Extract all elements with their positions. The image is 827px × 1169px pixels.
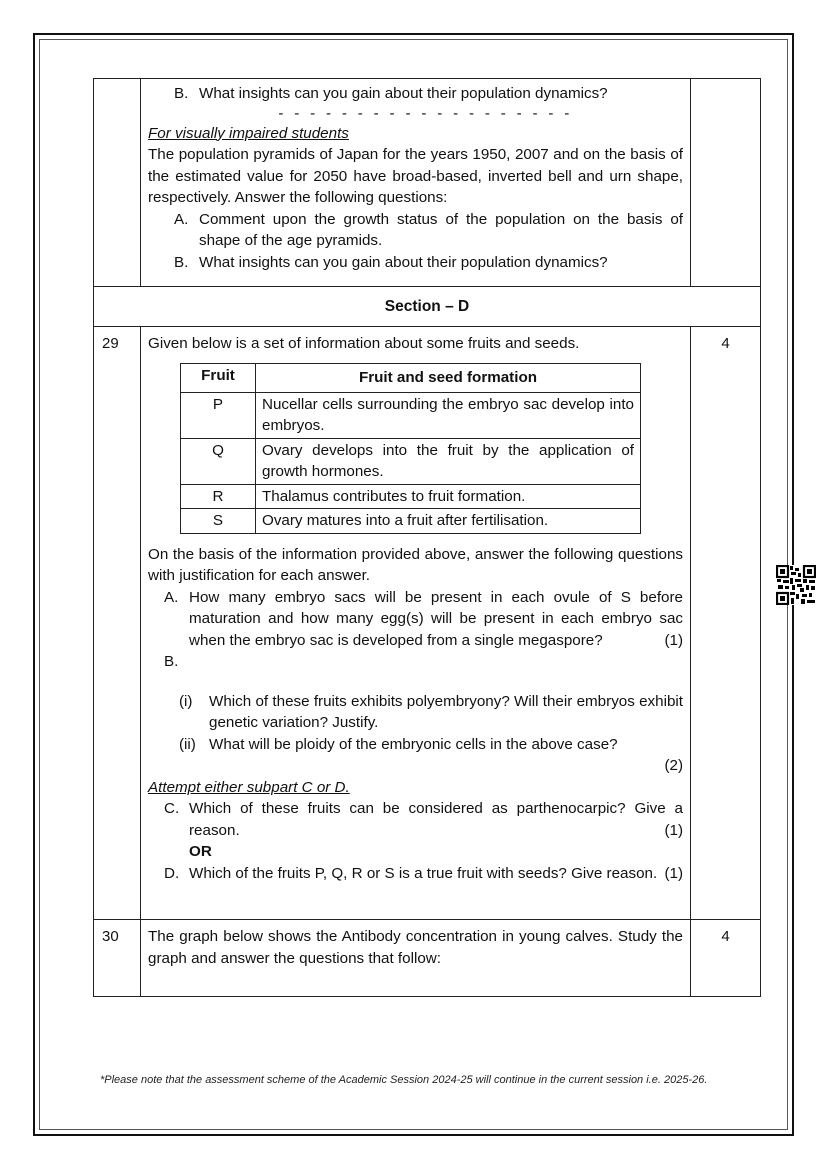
item-text: Comment upon the growth status of the population on the basis of shape of the age pyramids. [199, 210, 683, 249]
question-marks: 4 [691, 920, 761, 997]
or-label: OR [189, 843, 212, 860]
question-29-intro: Given below is a set of information about some fruits and seeds. [148, 335, 580, 352]
item-label: B. [174, 85, 189, 102]
part-label: D. [164, 864, 180, 882]
fruit-label: Q [181, 438, 256, 484]
header-formation: Fruit and seed formation [256, 363, 641, 392]
visually-impaired-paragraph: The population pyramids of Japan for the years 1950, 2007 and on the basis of the estimated value for 2050 have broad-based, inverted bell and urn shape, respectively. Answer the following questions: [148, 146, 683, 206]
part-b-marks: (2) [664, 757, 683, 774]
part-label: A. [164, 588, 179, 606]
question-marks: 4 [691, 327, 761, 920]
fruit-row [181, 484, 641, 509]
item-label: B. [174, 253, 189, 271]
question-29-body [141, 327, 691, 920]
separator-dashes: - - - - - - - - - - - - - - - - - - - [278, 104, 573, 122]
header-fruit: Fruit [181, 363, 256, 392]
qr-code-icon [776, 565, 816, 605]
fruit-label: P [181, 392, 256, 438]
section-heading: Section – D [94, 287, 761, 327]
vi-item-b [148, 252, 683, 274]
question-29-row [94, 327, 761, 920]
fruit-label: S [181, 509, 256, 534]
part-label: B. [164, 653, 179, 670]
item-text: What insights can you gain about their population dynamics? [199, 253, 608, 271]
marks-cell [691, 79, 761, 287]
fruit-row [181, 392, 641, 438]
fruit-table [180, 363, 641, 534]
part-text: How many embryo sacs will be present in each ovule of S before maturation and how many egg(s) will be present in each embryo sac when the embryo sac is developed from a single megaspore? [189, 588, 683, 649]
part-marks: (1) [664, 821, 683, 839]
question-30-row [94, 920, 761, 997]
part-marks: (1) [664, 864, 683, 882]
item-text: What insights can you gain about their population dynamics? [199, 85, 608, 102]
fruit-label: R [181, 484, 256, 509]
part-b-subpart-ii [148, 734, 683, 756]
subpart-label: (ii) [179, 735, 196, 753]
footnote: *Please note that the assessment scheme of the Academic Session 2024-25 will continue in the current session i.e. 2025-26. [100, 1074, 708, 1086]
question-29-instruction: On the basis of the information provided above, answer the following questions with justification for each answer. [148, 545, 683, 584]
section-row [94, 287, 761, 327]
fruit-row [181, 509, 641, 534]
fruit-formation: Thalamus contributes to fruit formation. [256, 484, 641, 509]
fruit-row [181, 438, 641, 484]
question-number: 30 [94, 920, 141, 997]
choice-note: Attempt either subpart C or D. [148, 778, 350, 796]
part-label: C. [164, 800, 180, 817]
fruit-table-header [181, 363, 641, 392]
part-d [148, 863, 683, 885]
item-label: A. [174, 210, 189, 228]
question-number-cell [94, 79, 141, 287]
part-text: Which of the fruits P, Q, R or S is a true fruit with seeds? Give reason. [189, 864, 658, 882]
part-marks: (1) [664, 631, 683, 649]
question-number: 29 [94, 327, 141, 920]
fruit-formation: Ovary matures into a fruit after fertilisation. [256, 509, 641, 534]
question-table [93, 78, 761, 997]
part-c [148, 798, 683, 841]
subpart-text: What will be ploidy of the embryonic cells in the above case? [209, 735, 618, 753]
question-body-cell [141, 79, 691, 287]
part-b [148, 651, 683, 673]
part-text: Which of these fruits can be considered as parthenocarpic? Give a reason. [189, 800, 683, 839]
part-a [148, 587, 683, 652]
vi-item-a [148, 209, 683, 252]
part-b-subpart-i [148, 691, 683, 734]
visually-impaired-heading: For visually impaired students [148, 124, 349, 142]
fruit-formation: Nucellar cells surrounding the embryo sac develop into embryos. [256, 392, 641, 438]
prev-question-b [148, 83, 683, 105]
continuation-row [94, 79, 761, 287]
question-30-text: The graph below shows the Antibody concentration in young calves. Study the graph and answer the questions that follow: [141, 920, 691, 997]
fruit-formation: Ovary develops into the fruit by the application of growth hormones. [256, 438, 641, 484]
subpart-label: (i) [179, 692, 193, 710]
subpart-text: Which of these fruits exhibits polyembryony? Will their embryos exhibit genetic variation? Justify. [209, 692, 683, 731]
